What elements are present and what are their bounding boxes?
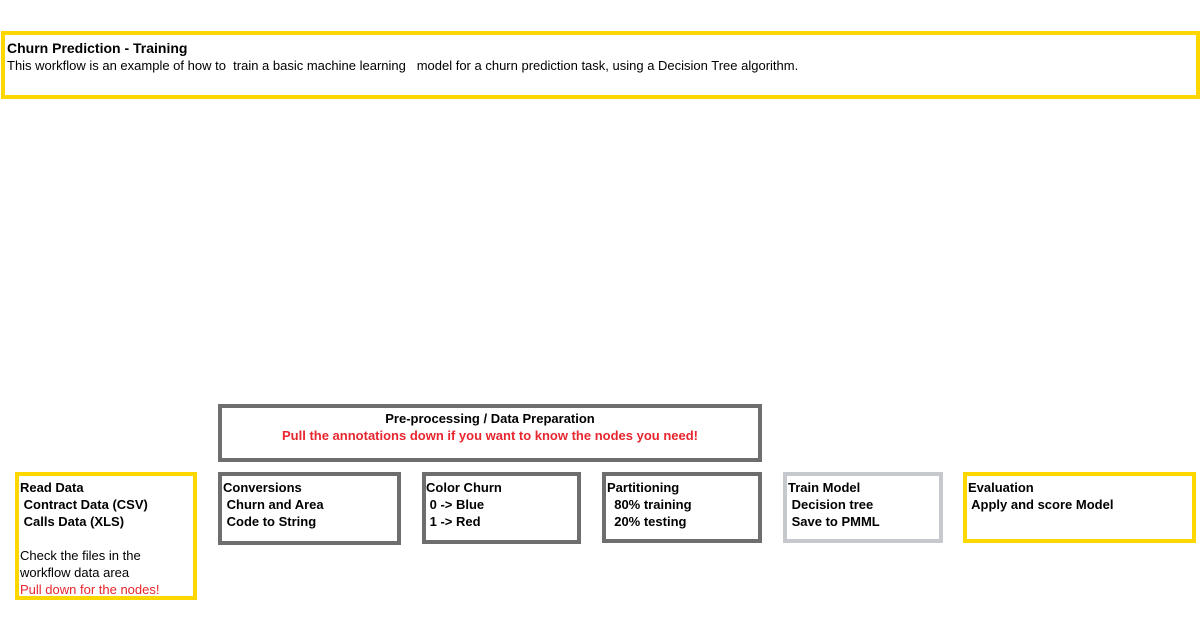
read-data-line: Contract Data (CSV) [20, 497, 148, 512]
workflow-header-annotation[interactable] [1, 31, 1200, 99]
read-data-annotation[interactable] [15, 472, 197, 600]
preprocessing-title: Pre-processing / Data Preparation [385, 411, 595, 426]
read-data-info: Check the files in the [20, 548, 141, 563]
train-model-line: Save to PMML [788, 514, 880, 529]
preprocessing-annotation[interactable] [218, 404, 762, 462]
read-data-line: Calls Data (XLS) [20, 514, 125, 529]
color-churn-annotation[interactable] [422, 472, 581, 544]
conversions-line: Churn and Area [223, 497, 324, 512]
conversions-title: Conversions [223, 480, 302, 495]
partitioning-title: Partitioning [607, 480, 680, 495]
color-churn-line: 0 -> Blue [426, 497, 485, 512]
train-model-annotation[interactable] [783, 472, 943, 543]
spacer [20, 530, 193, 547]
workflow-title: Churn Prediction - Training [7, 40, 188, 56]
partitioning-line: 20% testing [607, 514, 687, 529]
preprocessing-note: Pull the annotations down if you want to know the nodes you need! [282, 428, 698, 443]
evaluation-annotation[interactable] [963, 472, 1196, 543]
read-data-title: Read Data [20, 480, 84, 495]
color-churn-title: Color Churn [426, 480, 502, 495]
partitioning-annotation[interactable] [602, 472, 762, 543]
read-data-note: Pull down for the nodes! [20, 582, 160, 597]
partitioning-line: 80% training [607, 497, 692, 512]
conversions-annotation[interactable] [218, 472, 401, 545]
color-churn-line: 1 -> Red [426, 514, 481, 529]
conversions-line: Code to String [223, 514, 317, 529]
read-data-info: workflow data area [20, 565, 130, 580]
evaluation-title: Evaluation [968, 480, 1034, 495]
train-model-line: Decision tree [788, 497, 874, 512]
train-model-title: Train Model [788, 480, 861, 495]
evaluation-line: Apply and score Model [968, 497, 1114, 512]
workflow-description: This workflow is an example of how to train a basic machine learning model for a churn prediction task, using a Decision Tree algorithm. [7, 58, 799, 73]
